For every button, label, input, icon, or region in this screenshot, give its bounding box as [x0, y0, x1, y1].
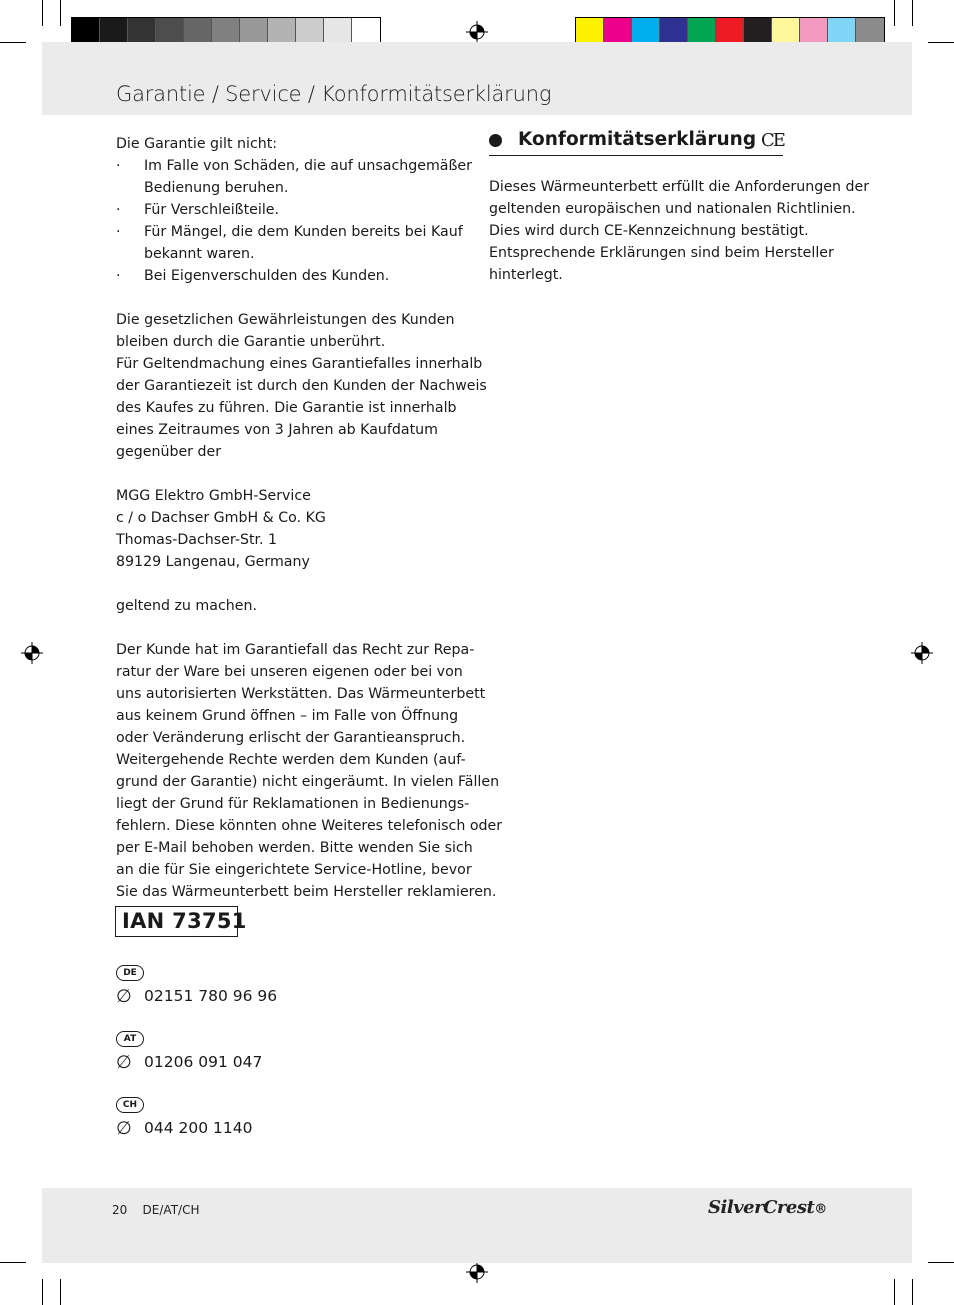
- crop-mark: [60, 1279, 61, 1305]
- conformity-paragraph-line: Dieses Wärmeunterbett erfüllt die Anforderungen der: [489, 179, 870, 195]
- hotline-number-at: 01206 091 047: [144, 1053, 263, 1071]
- warranty-rights-line: Für Geltendmachung eines Garantiefalles innerhalb: [116, 356, 483, 372]
- warranty-exclusion-text: Bedienung beruhen.: [144, 180, 289, 196]
- phone-icon: ∅: [116, 1118, 132, 1139]
- registration-mark-icon: [21, 642, 43, 664]
- warranty-rights-line: bleiben durch die Garantie unberührt.: [116, 334, 386, 350]
- conformity-paragraph: [489, 176, 870, 286]
- crop-mark: [894, 1279, 895, 1305]
- crop-mark: [912, 1279, 913, 1305]
- conformity-paragraph-line: Dies wird durch CE-Kennzeichnung bestätigt.: [489, 223, 809, 239]
- brand-registered-mark: ®: [814, 1202, 827, 1217]
- crop-mark: [0, 1262, 26, 1263]
- section-bullet-icon: [489, 134, 502, 147]
- service-address-line: 89129 Langenau, Germany: [116, 554, 310, 570]
- registration-mark-icon: [911, 642, 933, 664]
- warranty-repair-line: liegt der Grund für Reklamationen in Bedienungs-: [116, 796, 470, 812]
- bullet-dot-icon: ·: [116, 158, 121, 174]
- ce-mark-icon: CE: [761, 130, 784, 151]
- country-badge-ch: CH: [116, 1097, 144, 1113]
- service-address-line: Thomas-Dachser-Str. 1: [116, 532, 278, 548]
- brand-logo: [708, 1197, 827, 1218]
- warranty-repair-paragraph: [116, 639, 503, 903]
- phone-icon: ∅: [116, 986, 132, 1007]
- warranty-repair-line: an die für Sie eingerichtete Service-Hotline, bevor: [116, 862, 472, 878]
- warranty-repair-line: Weitergehende Rechte werden dem Kunden (auf-: [116, 752, 466, 768]
- brand-name: SilverCrest: [708, 1197, 815, 1218]
- country-badge-de: DE: [116, 965, 144, 981]
- page-number: 20: [112, 1203, 128, 1217]
- warranty-repair-line: per E-Mail behoben werden. Bitte wenden Sie sich: [116, 840, 473, 856]
- warranty-exclusion-text: Für Verschleißteile.: [144, 202, 280, 218]
- warranty-exclusion-list: [116, 155, 472, 287]
- bullet-dot-icon: ·: [116, 224, 121, 240]
- registration-mark-icon: [466, 1261, 488, 1283]
- conformity-column: [489, 176, 870, 286]
- ian-number: IAN 73751: [122, 909, 247, 933]
- crop-mark: [0, 42, 26, 43]
- crop-mark: [60, 0, 61, 26]
- warranty-rights-line: der Garantiezeit ist durch den Kunden der Nachweis: [116, 378, 487, 394]
- warranty-rights-line: Die gesetzlichen Gewährleistungen des Kunden: [116, 312, 455, 328]
- warranty-exclusion-text: Bei Eigenverschulden des Kunden.: [144, 268, 390, 284]
- warranty-rights-line: eines Zeitraumes von 3 Jahren ab Kaufdatum: [116, 422, 438, 438]
- hotline-number-ch: 044 200 1140: [144, 1119, 253, 1137]
- service-address-line: MGG Elektro GmbH-Service: [116, 488, 311, 504]
- bullet-dot-icon: ·: [116, 268, 121, 284]
- conformity-paragraph-line: Entsprechende Erklärungen sind beim Hersteller: [489, 245, 834, 261]
- conformity-paragraph-line: geltenden europäischen und nationalen Richtlinien.: [489, 201, 856, 217]
- warranty-repair-line: aus keinem Grund öffnen – im Falle von Öffnung: [116, 708, 459, 724]
- conformity-heading-text: Konformitätserklärung: [518, 129, 757, 150]
- warranty-rights-line: gegenüber der: [116, 444, 222, 460]
- warranty-repair-line: fehlern. Diese könnten ohne Weiteres telefonisch oder: [116, 818, 503, 834]
- warranty-exclusion-item: [116, 221, 468, 265]
- service-address-line: c / o Dachser GmbH & Co. KG: [116, 510, 326, 526]
- crop-mark: [42, 1279, 43, 1305]
- footer-page-info: [112, 1203, 199, 1217]
- registration-mark-icon: [466, 21, 488, 43]
- page-title: Garantie / Service / Konformitätserklärung: [116, 82, 552, 106]
- country-badge-at: AT: [116, 1031, 144, 1047]
- warranty-exclusion-item: [116, 265, 468, 287]
- warranty-exclusions-intro: Die Garantie gilt nicht:: [116, 136, 278, 152]
- warranty-exclusion-item: [116, 199, 468, 221]
- crop-mark: [42, 0, 43, 26]
- conformity-paragraph-line: hinterlegt.: [489, 267, 563, 283]
- warranty-repair-line: ratur der Ware bei unseren eigenen oder bei von: [116, 664, 463, 680]
- hotline-number-de: 02151 780 96 96: [144, 987, 278, 1005]
- crop-mark: [928, 42, 954, 43]
- footer-locale: DE/AT/CH: [142, 1203, 200, 1217]
- warranty-repair-line: uns autorisierten Werkstätten. Das Wärmeunterbett: [116, 686, 486, 702]
- crop-mark: [928, 1262, 954, 1263]
- warranty-rights-line: des Kaufes zu führen. Die Garantie ist innerhalb: [116, 400, 457, 416]
- ian-box: [115, 906, 247, 937]
- phone-icon: ∅: [116, 1052, 132, 1073]
- warranty-repair-line: Sie das Wärmeunterbett beim Hersteller reklamieren.: [116, 884, 497, 900]
- crop-mark: [912, 0, 913, 26]
- warranty-repair-line: grund der Garantie) nicht eingeräumt. In vielen Fällen: [116, 774, 500, 790]
- warranty-exclusion-text: Im Falle von Schäden, die auf unsachgemäßer: [144, 158, 472, 174]
- warranty-exclusion-text: Für Mängel, die dem Kunden bereits bei Kauf: [144, 224, 463, 240]
- warranty-exclusion-text: bekannt waren.: [144, 246, 255, 262]
- conformity-heading: [489, 129, 783, 156]
- warranty-repair-line: Der Kunde hat im Garantiefall das Recht zur Repa-: [116, 642, 475, 658]
- warranty-repair-line: oder Veränderung erlischt der Garantieanspruch.: [116, 730, 466, 746]
- warranty-column: [116, 133, 503, 903]
- service-address: [116, 485, 468, 573]
- bullet-dot-icon: ·: [116, 202, 121, 218]
- assert-text: geltend zu machen.: [116, 598, 257, 614]
- warranty-exclusion-item: [116, 155, 472, 199]
- crop-mark: [894, 0, 895, 26]
- warranty-rights-paragraph: [116, 309, 487, 463]
